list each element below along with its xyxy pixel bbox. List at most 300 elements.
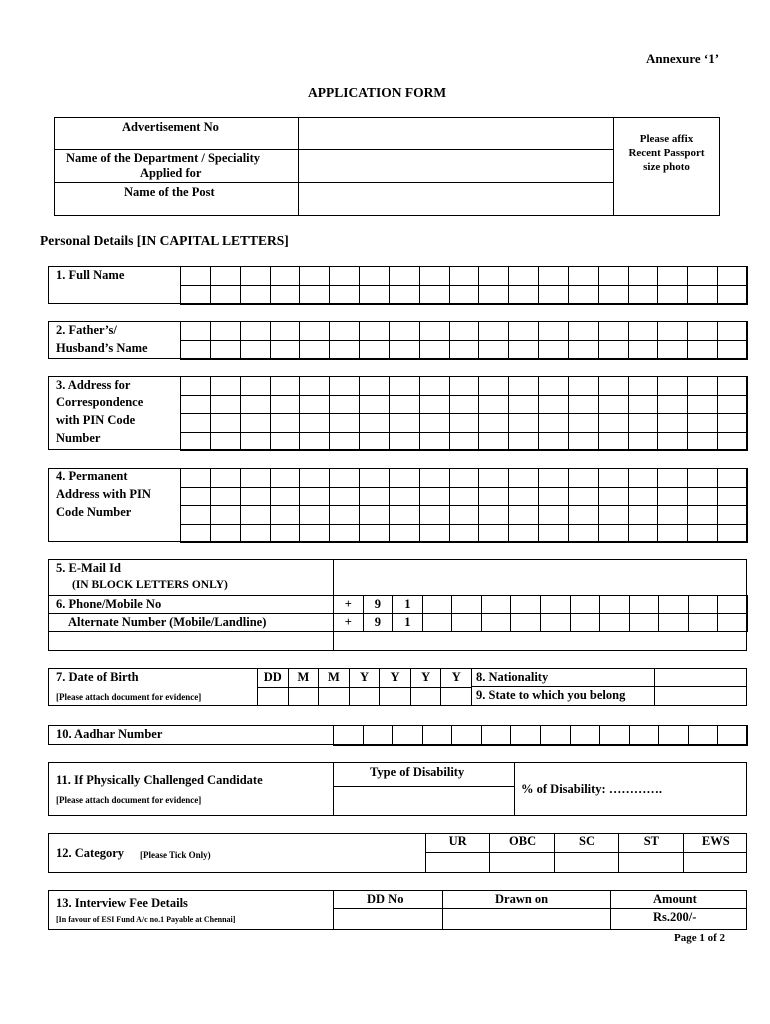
char-box[interactable]: [329, 395, 360, 415]
char-box[interactable]: [478, 524, 509, 544]
char-box[interactable]: [658, 613, 689, 632]
char-box[interactable]: [270, 524, 301, 544]
char-box[interactable]: [628, 468, 659, 488]
char-box[interactable]: [540, 613, 571, 632]
char-box[interactable]: [422, 725, 453, 746]
char-box[interactable]: [717, 487, 748, 507]
char-box[interactable]: [180, 321, 211, 341]
char-box[interactable]: [717, 413, 748, 433]
char-box[interactable]: [299, 376, 330, 396]
char-box[interactable]: [299, 321, 330, 341]
char-box[interactable]: [657, 266, 688, 286]
char-box[interactable]: [419, 432, 450, 452]
page-title: APPLICATION FORM: [308, 85, 447, 100]
char-box[interactable]: [538, 413, 569, 433]
char-box[interactable]: [419, 285, 450, 305]
char-box[interactable]: [240, 266, 271, 286]
char-box[interactable]: [568, 432, 599, 452]
char-box[interactable]: [538, 432, 569, 452]
char-box[interactable]: [570, 725, 601, 746]
char-box[interactable]: [717, 376, 748, 396]
char-box[interactable]: [240, 468, 271, 488]
char-box[interactable]: [389, 505, 420, 525]
char-box[interactable]: [508, 432, 539, 452]
char-box[interactable]: [508, 321, 539, 341]
char-box[interactable]: [538, 266, 569, 286]
char-box[interactable]: [481, 725, 512, 746]
char-box[interactable]: [359, 432, 390, 452]
char-box[interactable]: [422, 613, 453, 632]
char-box[interactable]: [180, 285, 211, 305]
char-box[interactable]: [478, 266, 509, 286]
char-box[interactable]: [478, 321, 509, 341]
char-box[interactable]: [240, 340, 271, 360]
char-box[interactable]: [359, 376, 390, 396]
char-box[interactable]: [717, 285, 748, 305]
char-box[interactable]: [270, 468, 301, 488]
char-box[interactable]: [657, 395, 688, 415]
char-box[interactable]: [568, 413, 599, 433]
char-box[interactable]: [419, 468, 450, 488]
char-box[interactable]: [329, 487, 360, 507]
char-box[interactable]: [270, 285, 301, 305]
char-box[interactable]: [270, 376, 301, 396]
char-box[interactable]: [598, 432, 629, 452]
char-box[interactable]: [419, 413, 450, 433]
char-box[interactable]: [687, 413, 718, 433]
nationality-label: 8. Nationality: [476, 670, 549, 684]
char-box[interactable]: [657, 505, 688, 525]
char-box[interactable]: [299, 266, 330, 286]
char-box[interactable]: [329, 285, 360, 305]
char-box[interactable]: [389, 340, 420, 360]
char-box[interactable]: [568, 468, 599, 488]
char-box[interactable]: [717, 340, 748, 360]
char-box[interactable]: [359, 487, 390, 507]
char-box[interactable]: [628, 321, 659, 341]
char-box[interactable]: [598, 413, 629, 433]
char-box[interactable]: [540, 595, 571, 614]
category-sc-header: SC: [554, 833, 619, 853]
char-box[interactable]: [687, 321, 718, 341]
char-box[interactable]: [568, 395, 599, 415]
char-box[interactable]: [628, 340, 659, 360]
char-box[interactable]: [449, 321, 480, 341]
char-box[interactable]: [481, 613, 512, 632]
char-box[interactable]: [329, 468, 360, 488]
char-box[interactable]: [210, 340, 241, 360]
char-box[interactable]: [478, 487, 509, 507]
char-box[interactable]: [210, 487, 241, 507]
char-box[interactable]: [240, 505, 271, 525]
char-box[interactable]: [449, 524, 480, 544]
char-box[interactable]: [658, 725, 689, 746]
char-box[interactable]: [478, 468, 509, 488]
char-box[interactable]: [598, 505, 629, 525]
category-sc-tick[interactable]: [554, 852, 619, 873]
char-box[interactable]: [717, 395, 748, 415]
char-box[interactable]: [538, 321, 569, 341]
char-box[interactable]: [359, 395, 390, 415]
char-box[interactable]: [628, 376, 659, 396]
char-box[interactable]: [299, 285, 330, 305]
char-box[interactable]: [657, 468, 688, 488]
char-box[interactable]: [329, 376, 360, 396]
char-box[interactable]: [359, 285, 390, 305]
char-box[interactable]: [628, 432, 659, 452]
char-box[interactable]: [210, 376, 241, 396]
char-box[interactable]: [538, 376, 569, 396]
department-input[interactable]: [299, 150, 612, 182]
char-box[interactable]: [629, 595, 660, 614]
char-box[interactable]: [538, 487, 569, 507]
char-box[interactable]: [180, 505, 211, 525]
char-box[interactable]: [329, 505, 360, 525]
char-box[interactable]: [717, 595, 748, 614]
char-box[interactable]: [389, 266, 420, 286]
char-box[interactable]: [688, 725, 719, 746]
char-box[interactable]: [717, 321, 748, 341]
char-box[interactable]: [389, 524, 420, 544]
char-box[interactable]: [270, 395, 301, 415]
dd-no-input[interactable]: [334, 909, 441, 929]
char-box[interactable]: [363, 725, 394, 746]
char-box[interactable]: [419, 340, 450, 360]
char-box[interactable]: [449, 432, 480, 452]
char-box[interactable]: [508, 505, 539, 525]
char-box[interactable]: [687, 376, 718, 396]
char-box[interactable]: [687, 395, 718, 415]
category-ews-tick[interactable]: [683, 852, 748, 873]
char-box[interactable]: [389, 487, 420, 507]
char-box[interactable]: [508, 395, 539, 415]
char-box[interactable]: [449, 266, 480, 286]
char-box[interactable]: [180, 487, 211, 507]
char-box[interactable]: [687, 524, 718, 544]
char-box[interactable]: [359, 266, 390, 286]
char-box[interactable]: [449, 395, 480, 415]
char-box[interactable]: [329, 321, 360, 341]
char-box[interactable]: [210, 524, 241, 544]
char-box[interactable]: [270, 432, 301, 452]
char-box[interactable]: [540, 725, 571, 746]
char-box[interactable]: [419, 505, 450, 525]
char-box[interactable]: [478, 505, 509, 525]
char-box[interactable]: [419, 376, 450, 396]
dob-cell-input[interactable]: [318, 687, 350, 706]
char-box[interactable]: [717, 266, 748, 286]
char-box[interactable]: [419, 266, 450, 286]
char-box[interactable]: [568, 266, 599, 286]
char-box[interactable]: [599, 595, 630, 614]
char-box[interactable]: [538, 505, 569, 525]
char-box[interactable]: [598, 285, 629, 305]
char-box[interactable]: [270, 340, 301, 360]
char-box[interactable]: [449, 376, 480, 396]
dob-cell-input[interactable]: [257, 687, 289, 706]
char-box[interactable]: [568, 524, 599, 544]
char-box[interactable]: [508, 266, 539, 286]
char-box[interactable]: [451, 595, 482, 614]
char-box[interactable]: [568, 321, 599, 341]
char-box[interactable]: [359, 413, 390, 433]
nationality-input[interactable]: [655, 669, 746, 686]
char-box[interactable]: [629, 613, 660, 632]
char-box[interactable]: [240, 487, 271, 507]
char-box[interactable]: [478, 432, 509, 452]
char-box[interactable]: [240, 321, 271, 341]
char-box[interactable]: [359, 524, 390, 544]
dob-cell-input[interactable]: [288, 687, 320, 706]
char-box[interactable]: [570, 613, 601, 632]
char-box[interactable]: [538, 468, 569, 488]
advertisement-no-input[interactable]: [299, 118, 612, 149]
char-box[interactable]: [389, 376, 420, 396]
char-box[interactable]: [599, 613, 630, 632]
char-box[interactable]: [210, 321, 241, 341]
char-box[interactable]: [538, 524, 569, 544]
char-box[interactable]: [687, 340, 718, 360]
phone-prefix-digit[interactable]: 9: [363, 595, 394, 614]
email-input[interactable]: [334, 560, 746, 595]
drawn-on-input[interactable]: [443, 909, 609, 929]
char-box[interactable]: [449, 468, 480, 488]
char-box[interactable]: [240, 432, 271, 452]
category-st-tick[interactable]: [618, 852, 683, 873]
char-box[interactable]: [657, 432, 688, 452]
char-box[interactable]: [329, 413, 360, 433]
char-box[interactable]: [389, 468, 420, 488]
char-box[interactable]: [389, 395, 420, 415]
char-box[interactable]: [180, 468, 211, 488]
char-box[interactable]: [508, 340, 539, 360]
char-box[interactable]: [657, 524, 688, 544]
char-box[interactable]: [389, 413, 420, 433]
full-name-label: 1. Full Name: [56, 268, 125, 282]
disability-type-label: Type of Disability: [370, 765, 465, 779]
char-box[interactable]: [478, 285, 509, 305]
char-box[interactable]: [299, 524, 330, 544]
char-box[interactable]: [481, 595, 512, 614]
char-box[interactable]: [598, 468, 629, 488]
char-box[interactable]: [329, 524, 360, 544]
char-box[interactable]: [538, 395, 569, 415]
char-box[interactable]: [419, 321, 450, 341]
post-input[interactable]: [299, 183, 612, 215]
char-box[interactable]: [180, 432, 211, 452]
char-box[interactable]: [329, 432, 360, 452]
char-box[interactable]: [717, 725, 748, 746]
char-box[interactable]: [180, 266, 211, 286]
char-box[interactable]: [449, 505, 480, 525]
char-box[interactable]: [508, 524, 539, 544]
char-box[interactable]: [598, 340, 629, 360]
char-box[interactable]: [568, 487, 599, 507]
char-box[interactable]: [657, 340, 688, 360]
char-box[interactable]: [657, 487, 688, 507]
phone-prefix-digit[interactable]: 1: [392, 595, 423, 614]
char-box[interactable]: [687, 487, 718, 507]
char-box[interactable]: [657, 376, 688, 396]
char-box[interactable]: [508, 468, 539, 488]
char-box[interactable]: [451, 613, 482, 632]
char-box[interactable]: [270, 266, 301, 286]
char-box[interactable]: [299, 487, 330, 507]
char-box[interactable]: [240, 376, 271, 396]
char-box[interactable]: [299, 395, 330, 415]
photo-placeholder[interactable]: [614, 132, 719, 174]
char-box[interactable]: [180, 413, 211, 433]
char-box[interactable]: [599, 725, 630, 746]
char-box[interactable]: [422, 595, 453, 614]
char-box[interactable]: [688, 613, 719, 632]
disability-percent-label[interactable]: % of Disability: ………….: [521, 782, 662, 796]
char-box[interactable]: [419, 524, 450, 544]
char-box[interactable]: [419, 395, 450, 415]
char-box[interactable]: [180, 340, 211, 360]
char-box[interactable]: [538, 285, 569, 305]
char-box[interactable]: [478, 376, 509, 396]
char-box[interactable]: [299, 505, 330, 525]
char-box[interactable]: [270, 487, 301, 507]
char-box[interactable]: [210, 432, 241, 452]
char-box[interactable]: [510, 613, 541, 632]
char-box[interactable]: [568, 376, 599, 396]
phone-prefix-digit[interactable]: +: [333, 613, 364, 632]
char-box[interactable]: [570, 595, 601, 614]
char-box[interactable]: [180, 376, 211, 396]
char-box[interactable]: [598, 524, 629, 544]
divider: [514, 762, 515, 816]
char-box[interactable]: [449, 487, 480, 507]
category-ur-tick[interactable]: [425, 852, 490, 873]
char-box[interactable]: [240, 395, 271, 415]
char-box[interactable]: [210, 505, 241, 525]
char-box[interactable]: [508, 285, 539, 305]
char-box[interactable]: [389, 321, 420, 341]
char-box[interactable]: [628, 266, 659, 286]
char-box[interactable]: [628, 395, 659, 415]
char-box[interactable]: [510, 725, 541, 746]
char-box[interactable]: [628, 505, 659, 525]
char-box[interactable]: [478, 340, 509, 360]
char-box[interactable]: [299, 432, 330, 452]
state-input[interactable]: [655, 687, 746, 705]
phone-prefix-digit[interactable]: 9: [363, 613, 394, 632]
phone-prefix-digit[interactable]: 1: [392, 613, 423, 632]
char-box[interactable]: [687, 468, 718, 488]
char-box[interactable]: [389, 285, 420, 305]
dob-cell-input[interactable]: [410, 687, 442, 706]
char-box[interactable]: [717, 468, 748, 488]
char-box[interactable]: [240, 524, 271, 544]
char-box[interactable]: [508, 487, 539, 507]
char-box[interactable]: [598, 266, 629, 286]
char-box[interactable]: [449, 413, 480, 433]
char-box[interactable]: [657, 321, 688, 341]
char-box[interactable]: [240, 285, 271, 305]
char-box[interactable]: [628, 487, 659, 507]
char-box[interactable]: [329, 340, 360, 360]
char-box[interactable]: [210, 413, 241, 433]
char-box[interactable]: [568, 340, 599, 360]
char-box[interactable]: [628, 413, 659, 433]
dob-cell-input[interactable]: [379, 687, 411, 706]
category-obc-tick[interactable]: [489, 852, 554, 873]
char-box[interactable]: [270, 413, 301, 433]
char-box[interactable]: [270, 321, 301, 341]
char-box[interactable]: [510, 595, 541, 614]
char-box[interactable]: [688, 595, 719, 614]
char-box[interactable]: [333, 725, 364, 746]
char-box[interactable]: [210, 395, 241, 415]
char-box[interactable]: [329, 266, 360, 286]
char-box[interactable]: [687, 285, 718, 305]
char-box[interactable]: [568, 505, 599, 525]
char-box[interactable]: [210, 285, 241, 305]
char-box[interactable]: [180, 395, 211, 415]
char-box[interactable]: [598, 395, 629, 415]
char-box[interactable]: [658, 595, 689, 614]
char-box[interactable]: [359, 505, 390, 525]
photo-text-line1: Please affix: [639, 133, 694, 145]
char-box[interactable]: [717, 613, 748, 632]
char-box[interactable]: [717, 524, 748, 544]
char-box[interactable]: [598, 487, 629, 507]
char-box[interactable]: [240, 413, 271, 433]
char-box[interactable]: [538, 340, 569, 360]
char-box[interactable]: [687, 266, 718, 286]
char-box[interactable]: [687, 432, 718, 452]
char-box[interactable]: [598, 321, 629, 341]
dob-cell-input[interactable]: [349, 687, 381, 706]
char-box[interactable]: [568, 285, 599, 305]
char-box[interactable]: [628, 524, 659, 544]
char-box[interactable]: [478, 395, 509, 415]
char-box[interactable]: [359, 468, 390, 488]
char-box[interactable]: [717, 432, 748, 452]
char-box[interactable]: [449, 285, 480, 305]
char-box[interactable]: [180, 524, 211, 544]
char-box[interactable]: [687, 505, 718, 525]
char-box[interactable]: [629, 725, 660, 746]
disability-type-input[interactable]: [334, 787, 513, 815]
char-box[interactable]: [299, 468, 330, 488]
char-box[interactable]: [359, 340, 390, 360]
char-box[interactable]: [628, 285, 659, 305]
char-box[interactable]: [657, 285, 688, 305]
char-box[interactable]: [657, 413, 688, 433]
char-box[interactable]: [210, 468, 241, 488]
char-box[interactable]: [299, 340, 330, 360]
char-box[interactable]: [270, 505, 301, 525]
char-box[interactable]: [210, 266, 241, 286]
char-box[interactable]: [598, 376, 629, 396]
dob-cell-input[interactable]: [440, 687, 472, 706]
phone-prefix-digit[interactable]: +: [333, 595, 364, 614]
char-box[interactable]: [389, 432, 420, 452]
char-box[interactable]: [451, 725, 482, 746]
char-box[interactable]: [449, 340, 480, 360]
char-box[interactable]: [508, 413, 539, 433]
char-box[interactable]: [299, 413, 330, 433]
char-box[interactable]: [419, 487, 450, 507]
char-box[interactable]: [392, 725, 423, 746]
char-box[interactable]: [508, 376, 539, 396]
char-box[interactable]: [478, 413, 509, 433]
char-box[interactable]: [717, 505, 748, 525]
char-box[interactable]: [359, 321, 390, 341]
